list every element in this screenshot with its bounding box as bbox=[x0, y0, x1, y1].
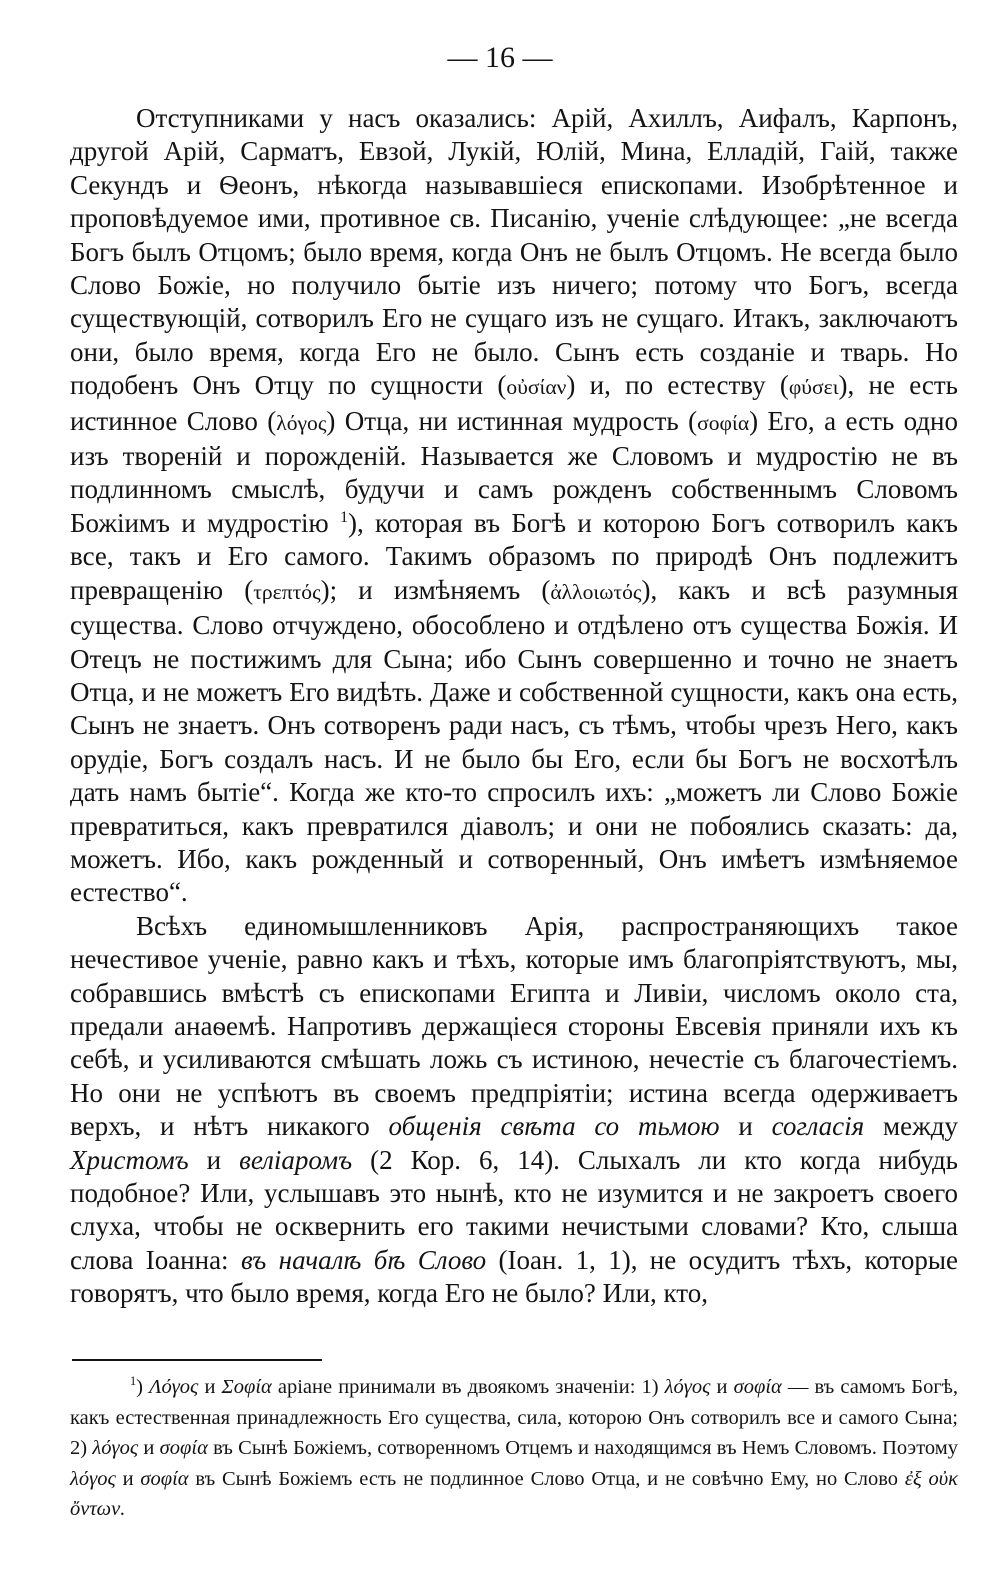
paragraph-1-text: ) Его, а есть одно изъ твореній и порожденій. Называется же Словомъ и мудростію не въ подлинномъ смыслѣ, будучи и самъ рожденъ собственнымъ Словомъ Божіимъ и мудростію bbox=[70, 405, 958, 538]
footnote-text: — въ самомъ Богѣ, какъ естественная принадлежность Его существа, сила, которою Онъ сотворилъ все и самого Сына; 2) bbox=[70, 1376, 958, 1459]
footnote-footnote-ref: 1 bbox=[130, 1374, 137, 1389]
paragraph-2-text: между bbox=[864, 1111, 958, 1142]
footnote-text: и bbox=[198, 1376, 222, 1398]
paragraph-1-text: ) и, по естеству ( bbox=[566, 370, 789, 401]
footnote-separator bbox=[72, 1359, 322, 1361]
body-text bbox=[70, 102, 958, 1311]
paragraph-2-text: и bbox=[719, 1111, 772, 1142]
paragraph-1-text: ) Отца, ни истинная мудрость ( bbox=[326, 405, 698, 436]
footnote-italic-text: ἐξ οὐκ ὄντων. bbox=[70, 1467, 958, 1520]
paragraph-1-footnote-ref: 1 bbox=[339, 507, 349, 526]
paragraph-1 bbox=[70, 102, 958, 910]
footnote-italic-text: σοφία bbox=[159, 1437, 208, 1459]
paragraph-2 bbox=[70, 910, 958, 1311]
footnote bbox=[70, 1372, 958, 1525]
paragraph-1-greek-term: ἀλλοιωτός bbox=[550, 579, 642, 604]
paragraph-2-italic-text: веліаромъ bbox=[239, 1144, 353, 1175]
footnote-italic-text: σοφία bbox=[733, 1376, 782, 1398]
footnote-italic-text: Λόγος bbox=[149, 1376, 199, 1398]
footnote-text: въ Сынѣ Божіемъ есть не подлинное Слово Отца, и не совѣчно Ему, но Слово bbox=[188, 1467, 905, 1490]
paragraph-2-text: и bbox=[188, 1144, 240, 1175]
paragraph-2-italic-text: согласія bbox=[771, 1111, 865, 1142]
paragraph-1-greek-term: φύσει bbox=[788, 375, 839, 400]
footnote-italic-text: λόγος bbox=[92, 1437, 139, 1459]
paragraph-2-text: Всѣхъ единомышленниковъ Арія, распространяющихъ такое нечестивое ученіе, равно какъ и тѣхъ, которые имъ благопріятствуютъ, мы, собравшись вмѣстѣ съ епископами Египта и Ливіи, числомъ около ста, предали анаѳемѣ. Напротивъ держащіеся стороны Евсевія приняли ихъ къ себѣ, и усиливаются смѣшать ложь съ истиною, нечестіе съ благочестіемъ. Но они не успѣютъ въ своемъ предпріятіи; истина всегда одерживаетъ верхъ, и нѣтъ никакого bbox=[70, 910, 958, 1142]
footnote-text: и bbox=[710, 1376, 734, 1398]
paragraph-2-italic-text: въ началѣ бѣ Слово bbox=[240, 1244, 487, 1275]
paragraph-1-text: ), не есть истинное Слово ( bbox=[70, 370, 958, 436]
page-number: — 16 — bbox=[447, 41, 553, 74]
paragraph-1-greek-term: οὐσίαν bbox=[506, 375, 567, 400]
footnote-text: и bbox=[138, 1437, 160, 1459]
paragraph-1-text: ), какъ и всѣ разумныя существа. Слово отчуждено, обособлено и отдѣлено отъ существа Божія. И Отецъ не постижимъ для Сына; ибо Сынъ совершенно и точно не знаетъ Отца, и не можетъ Его видѣть. Даже и собственной сущности, какъ она есть, Сынъ не знаетъ. Онъ сотворенъ ради насъ, съ тѣмъ, чтобы чрезъ Него, какъ орудіе, Богъ создалъ насъ. И не было бы Его, если бы Богъ не восхотѣлъ дать намъ бытіе“. Когда же кто-то спросилъ ихъ: „можетъ ли Слово Божіе превратиться, какъ превратился діаволъ; и они не побоялись сказать: да, можетъ. Ибо, какъ рожденный и сотворенный, Онъ имѣетъ измѣняемое естество“. bbox=[70, 574, 958, 908]
footnote-text: аріане принимали въ двоякомъ значеніи: 1) bbox=[271, 1376, 665, 1398]
footnote-italic-text: Σοφία bbox=[221, 1376, 272, 1398]
footnote-text bbox=[70, 1372, 958, 1525]
footnote-italic-text: λόγος bbox=[70, 1467, 116, 1490]
footnote-italic-text: λόγος bbox=[664, 1376, 711, 1398]
paragraph-2-italic-text: Христомъ bbox=[70, 1144, 189, 1175]
paragraph-2-text: (Іоан. 1, 1), не осудитъ тѣхъ, которые говорятъ, что было время, когда Его не было? Или, кто, bbox=[70, 1244, 958, 1309]
footnote-text: ) bbox=[136, 1376, 150, 1398]
paragraph-1-greek-term: τρεπτός bbox=[253, 579, 321, 604]
footnote-text: и bbox=[115, 1467, 141, 1490]
footnote-text: въ Сынѣ Божіемъ, сотворенномъ Отцемъ и находящимся въ Немъ Словомъ. Поэтому bbox=[207, 1437, 958, 1459]
paragraph-1-text: ); и измѣняемъ ( bbox=[320, 574, 551, 605]
paragraph-2-text: (2 Кор. 6, 14). Слыхалъ ли кто когда нибудь подобное? Или, услышавъ это нынѣ, кто не изумится и не закроетъ своего слуха, чтобы не осквернить его такими нечистыми словами? Кто, слыша слова Іоанна: bbox=[70, 1144, 959, 1275]
footnote-italic-text: σοφία bbox=[140, 1467, 189, 1490]
paragraph-2-italic-text: общенія свѣта со тьмою bbox=[388, 1111, 720, 1142]
paragraph-1-text: ), которая въ Богѣ и которою Богъ сотворилъ какъ все, такъ и Его самого. Такимъ образомъ по природѣ Онъ подлежитъ превращенію ( bbox=[70, 507, 958, 605]
paragraph-1-text: Отступниками у насъ оказались: Арій, Ахиллъ, Аифалъ, Карпонъ, другой Арій, Сарматъ, Евзой, Лукій, Юлій, Мина, Елладій, Гаій, также Секундъ и Ѳеонъ, нѣкогда называвшіеся епископами. Изобрѣтенное и проповѣдуемое ими, противное св. Писанію, ученіе слѣдующее: „не всегда Богъ былъ Отцомъ; было время, когда Онъ не былъ Отцомъ. Не всегда было Слово Божіе, но получило бытіе изъ ничего; потому что Богъ, всегда существующій, сотворилъ Его не сущаго изъ не сущаго. Итакъ, заключаютъ они, было время, когда Его не было. Сынъ есть созданіе и тварь. Но подобенъ Онъ Отцу по сущности ( bbox=[70, 103, 958, 401]
paragraph-1-greek-term: λόγος bbox=[276, 410, 327, 435]
paragraph-1-greek-term: σοφία bbox=[697, 410, 750, 435]
